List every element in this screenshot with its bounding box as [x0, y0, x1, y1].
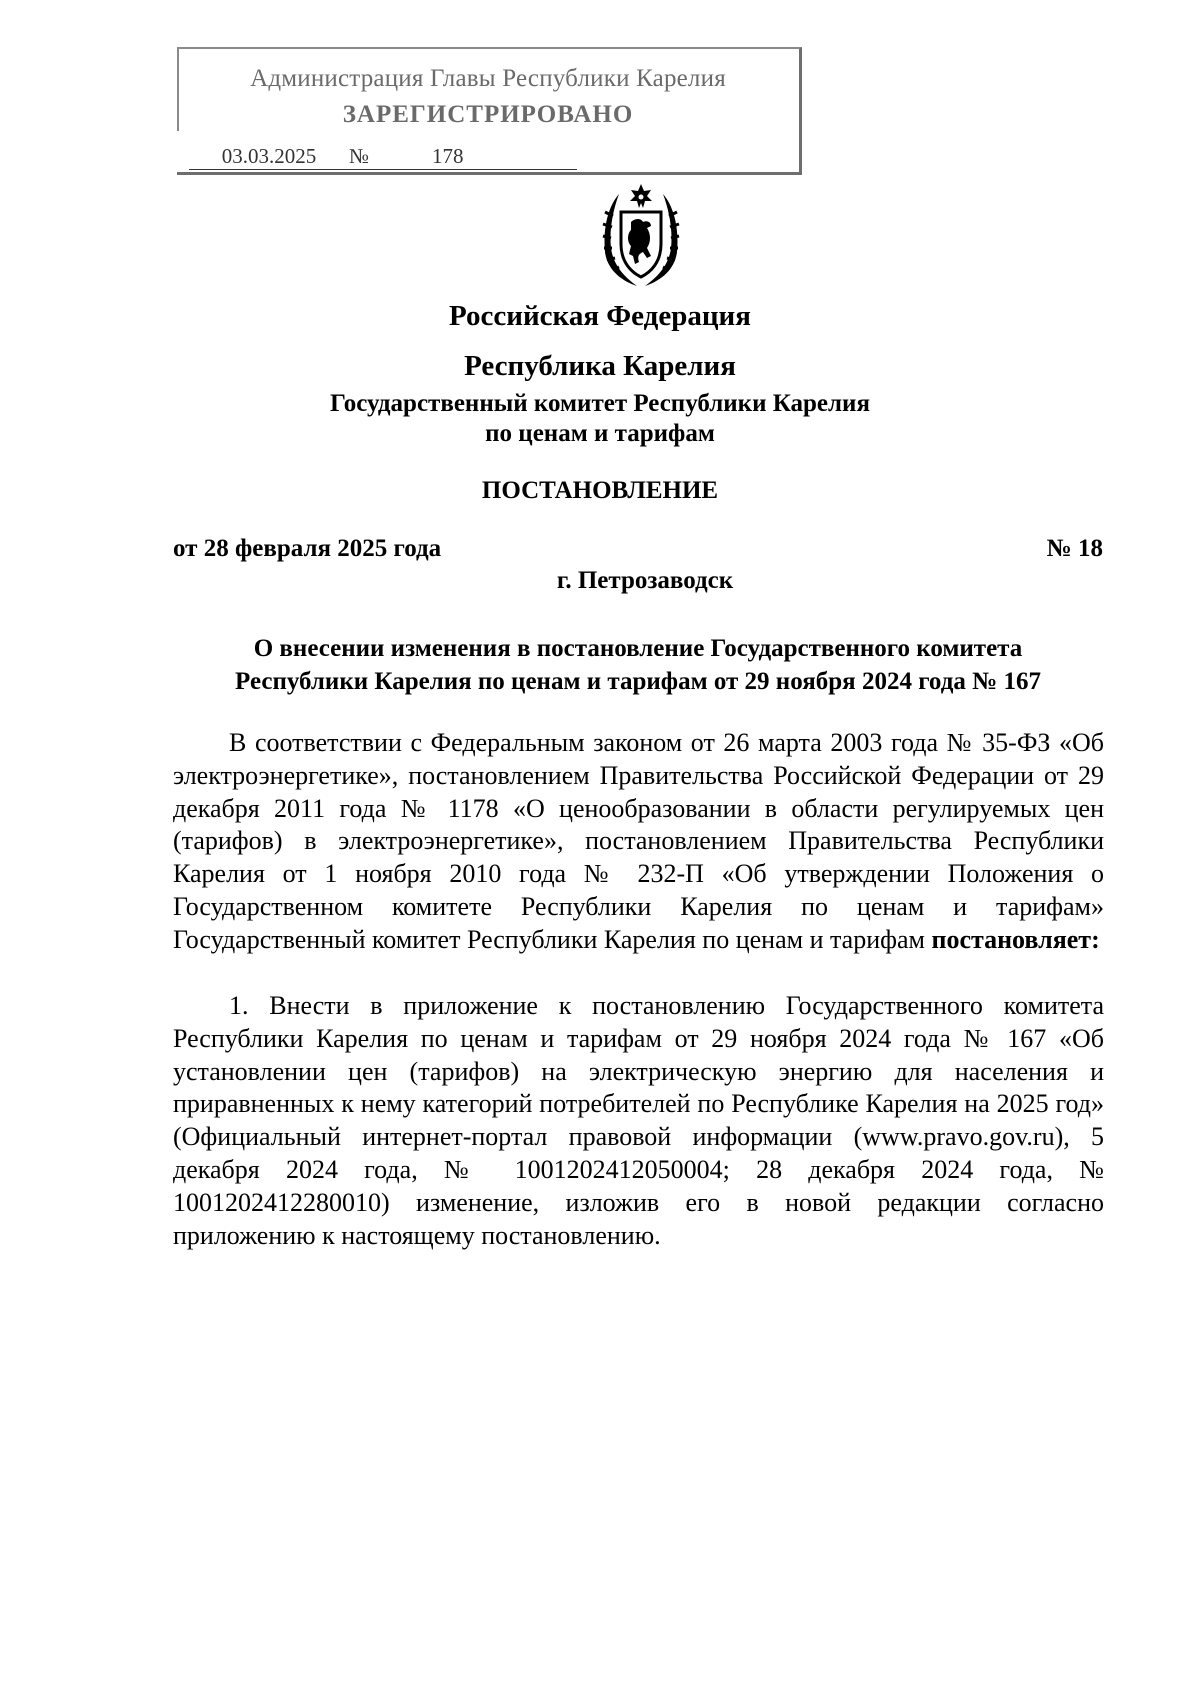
stamp-status: ЗАРЕГИСТРИРОВАНО [342, 101, 634, 128]
header-federation: Российская Федерация [449, 300, 751, 332]
stamp-title: Администрация Главы Республики Карелия [250, 65, 726, 92]
decree-date: от 28 февраля 2025 года [173, 535, 442, 562]
registration-stamp [177, 47, 802, 175]
decree-number: № 18 [1046, 535, 1103, 562]
document-type: ПОСТАНОВЛЕНИЕ [481, 477, 719, 504]
item-1-paragraph: 1. Внести в приложение к постановлению Государственного комитета Республики Карелия по ценам и тарифам от 29 ноября 2024 года № 167 «Об установлении цен (тарифов) на электрическую энергию для населения и приравненных к нему категорий потребителей по Республике Карелия на 2025 год» (Официальный интернет-портал правовой информации (www.pravo.gov.ru), 5 декабря 2024 года, № 1001202412050004; 28 декабря 2024 года, № 1001202412280010) изменение, изложив его в новой редакции согласно приложению к настоящему постановлению. [173, 991, 1104, 1250]
stamp-registration-line [189, 144, 577, 170]
stamp-reg-date: 03.03.2025 [189, 144, 349, 170]
stamp-reg-number: 178 [377, 144, 577, 170]
decree-subject-line1: О внесении изменения в постановление Государственного комитета [253, 635, 1023, 662]
preamble-resolves: постановляет: [931, 924, 1100, 954]
header-republic: Республика Карелия [464, 350, 736, 382]
preamble-paragraph [173, 727, 1104, 957]
decree-subject [173, 632, 1103, 698]
header-committee-line2: по ценам и тарифам [485, 420, 715, 447]
decree-subject-line2: Республики Карелия по ценам и тарифам от 29 ноября 2024 года № 167 [235, 668, 1041, 695]
preamble-text: В соответствии с Федеральным законом от 26 марта 2003 года № 35-ФЗ «Об электроэнергетике», постановлением Правительства Российской Федерации от 29 декабря 2011 года № 1178 «О ценообразовании в области регулируемых цен (тарифов) в электроэнергетике», постановлением Правительства Республики Карелия от 1 ноября 2010 года № 232-П «Об утверждении Положения о Государственном комитете Республики Карелия по ценам и тарифам» Государственный комитет Республики Карелия по ценам и тарифам [173, 728, 1104, 954]
header-committee-line1: Государственный комитет Республики Карелия [330, 390, 870, 417]
karelia-coat-of-arms-icon [597, 182, 685, 288]
decree-city: г. Петрозаводск [556, 567, 734, 594]
date-number-line [173, 535, 1103, 563]
stamp-reg-no-label: № [349, 144, 377, 170]
